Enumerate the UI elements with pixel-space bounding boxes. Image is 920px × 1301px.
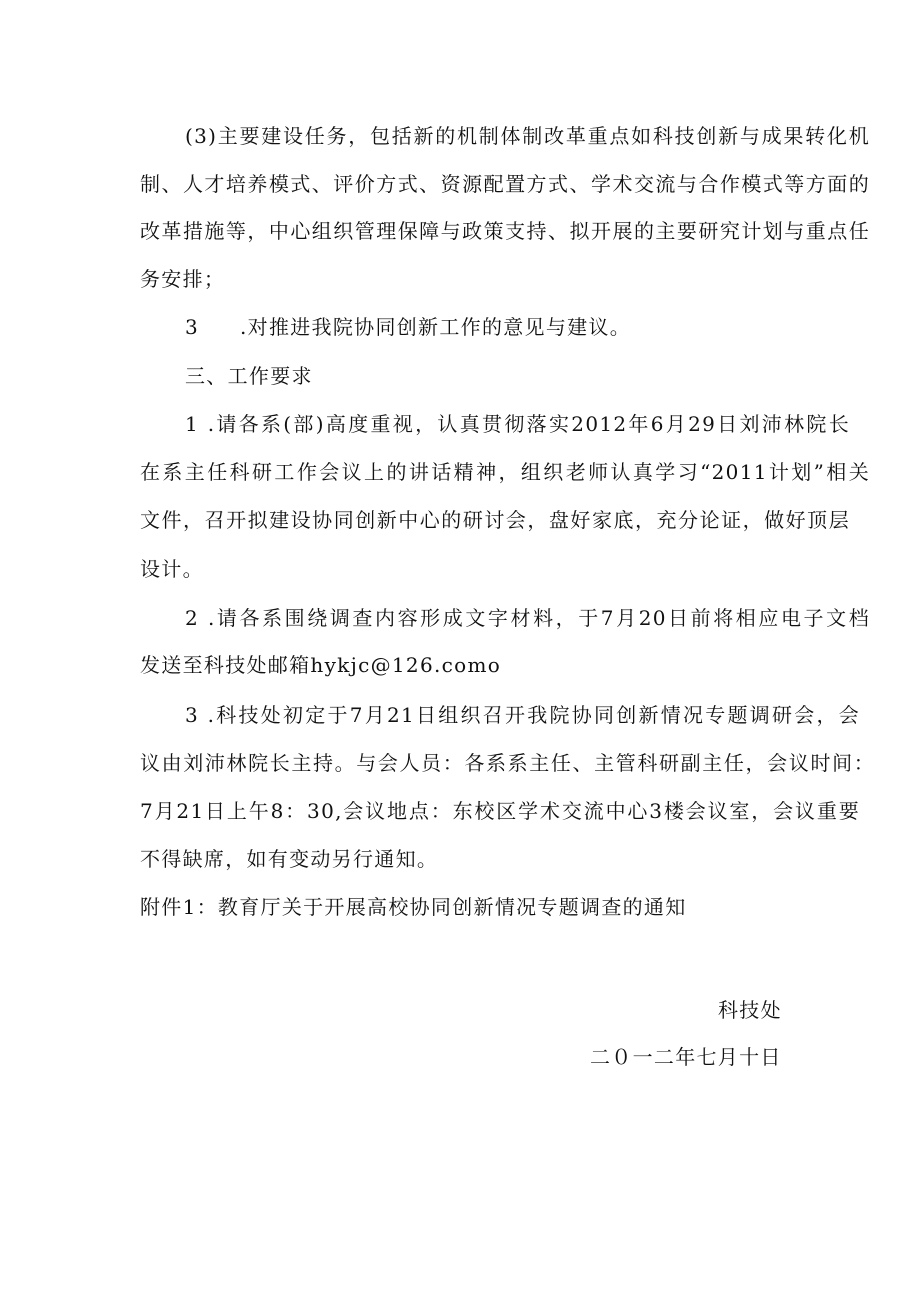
req1-line-1: 1 .请各系(部)高度重视，认真贯彻落实2012年6月29日刘沛林院长	[185, 412, 850, 436]
signature-office: 科技处	[718, 998, 782, 1022]
req1-line-3: 文件，召开拟建设协同创新中心的研讨会，盘好家底，充分论证，做好顶层	[140, 508, 850, 532]
item3-text: .对推进我院协同创新工作的意见与建议。	[240, 315, 632, 339]
req3-line-1: 3 .科技处初定于7月21日组织召开我院协同创新情况专题调研会，会	[185, 703, 860, 727]
req2-line-2: 发送至科技处邮箱hykjc@126.como	[140, 653, 502, 677]
sub3-line-3: 改革措施等，中心组织管理保障与政策支持、拟开展的主要研究计划与重点任	[140, 219, 870, 243]
sub3-line-2: 制、人才培养模式、评价方式、资源配置方式、学术交流与合作模式等方面的	[140, 172, 870, 196]
req2-line-1: 2 .请各系围绕调查内容形成文字材料，于7月20日前将相应电子文档	[185, 606, 870, 630]
req1-line-4: 设计。	[140, 557, 204, 581]
sub3-line-1: (3)主要建设任务，包括新的机制体制改革重点如科技创新与成果转化机	[185, 124, 870, 148]
req3-line-3: 7月21日上午8：30,会议地点：东校区学术交流中心3楼会议室，会议重要	[140, 799, 860, 823]
section-heading: 三、工作要求	[185, 364, 313, 388]
signature-date: 二０一二年七月十日	[590, 1045, 782, 1069]
req1-line-2: 在系主任科研工作会议上的讲话精神，组织老师认真学习“2011计划”相关	[140, 460, 870, 484]
req3-line-2: 议由刘沛林院长主持。与会人员：各系系主任、主管科研副主任，会议时间：	[140, 751, 875, 775]
item3-number: 3	[185, 315, 200, 339]
sub3-line-4: 务安排；	[140, 267, 226, 291]
req3-line-4: 不得缺席，如有变动另行通知。	[140, 847, 439, 871]
attachment-note: 附件1：教育厅关于开展高校协同创新情况专题调查的通知	[140, 895, 687, 919]
